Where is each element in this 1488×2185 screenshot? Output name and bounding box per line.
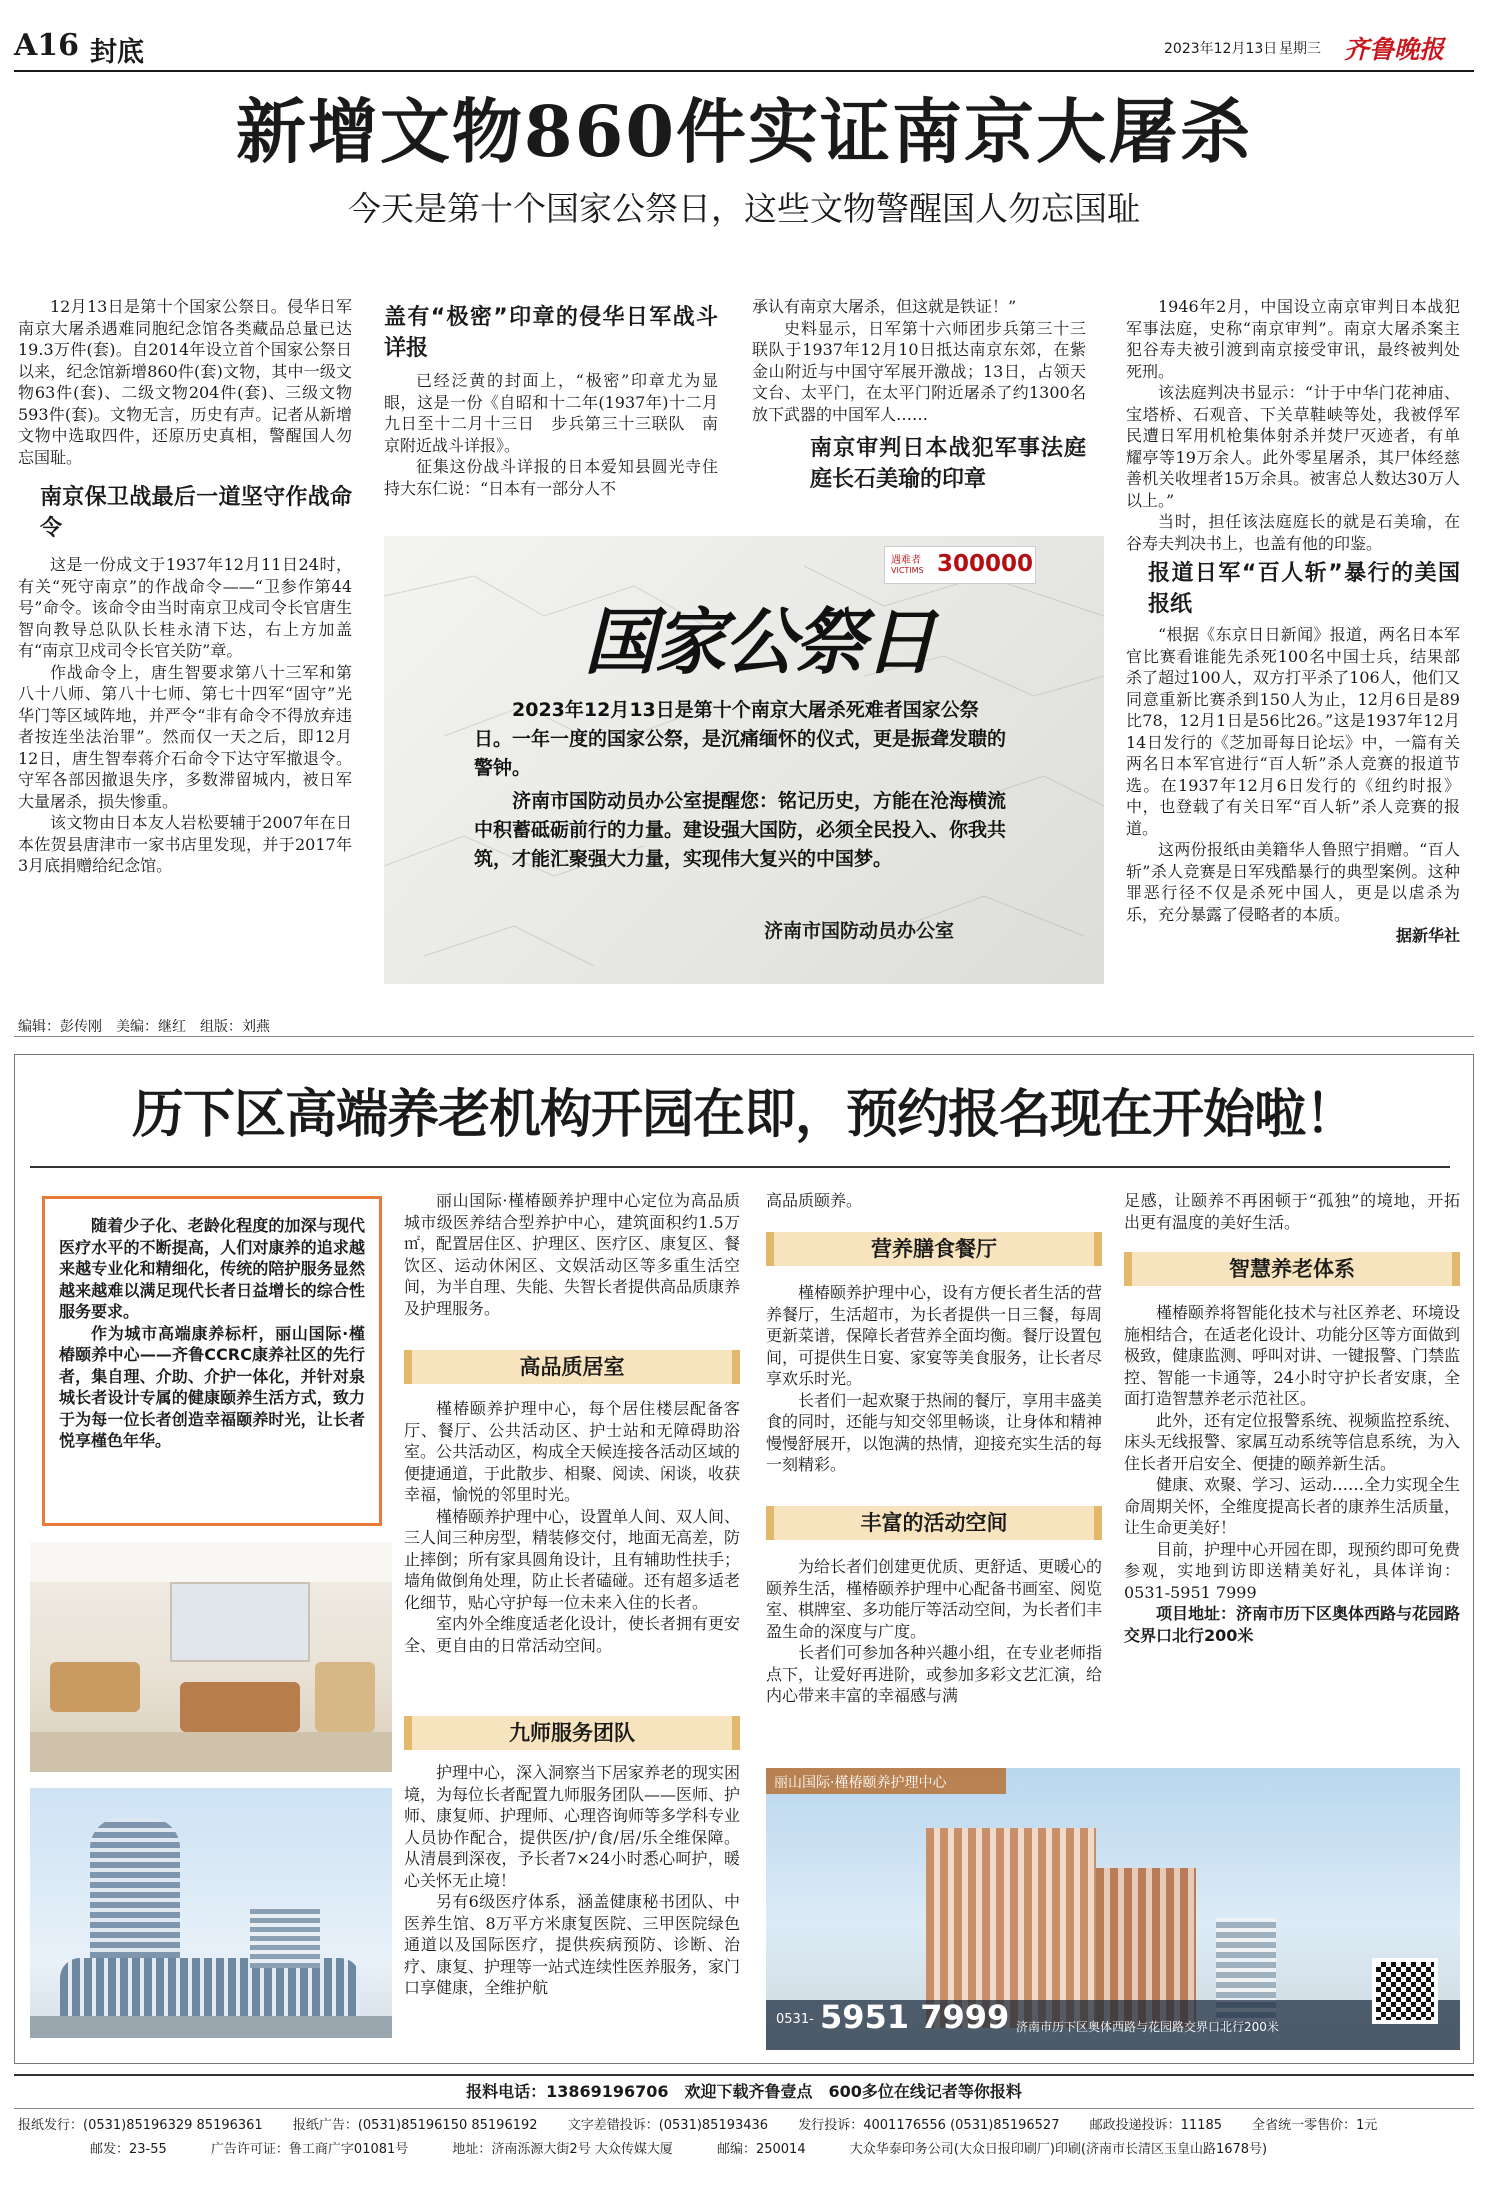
section-name: 封底 [90, 37, 144, 68]
subhead-battle-order: 南京保卫战最后一道坚守作战命令 [40, 485, 352, 541]
ad-col4-b [1124, 1302, 1460, 1646]
divider [14, 2074, 1474, 2076]
paragraph: 高品质颐养。 [766, 1191, 863, 1210]
render-phone-prefix: 0531- [776, 2012, 814, 2027]
footer-item: 大众华泰印务公司(大众日报印刷厂)印刷(济南市长清区玉皇山路1678号) [849, 2142, 1268, 2157]
issue-weekday: 星期三 [1279, 41, 1321, 57]
footer-item: 邮编：250014 [716, 2142, 806, 2157]
ad-title: 历下区高端养老机构开园在即，预约报名现在开始啦！ [131, 1084, 1356, 1145]
paragraph: 作战命令上，唐生智要求第八十三军和第八十八师、第八十七师、第七十四军“固守”光华门等区域阵地，并严令“非有命令不得放弃违者按连坐法治罪”。然而仅一天之后，即12月12日，唐生智奉蒋介石命令下达守军撤退令。守军各部因撤退失序，多数滞留城内，被日军大量屠杀，损失惨重。 [18, 662, 352, 811]
section-header-service-team: 九师服务团队 [404, 1716, 740, 1750]
section-header-activity: 丰富的活动空间 [766, 1506, 1102, 1540]
divider [14, 2108, 1474, 2109]
ad-col2 [404, 1190, 740, 1319]
poster-paragraph: 济南市国防动员办公室提醒您：铭记历史，方能在沧海横流中积蓄砥砺前行的力量。建设强大国防，必须全民投入、你我共筑，才能汇聚强大力量，实现伟大复兴的中国梦。 [474, 790, 1007, 870]
paragraph: 足感，让颐养不再困顿于“孤独”的境地，开拓出更有温度的美好生活。 [1124, 1191, 1460, 1232]
paragraph: 丽山国际·槿椿颐养护理中心定位为高品质城市级医养结合型养护中心，建筑面积约1.5万㎡，配置居住区、护理区、医疗区、康复区、餐饮区、运动休闲区、文娱活动区等多重生活空间，为半自理、失能、失智长者提供高品质康养及护理服务。 [404, 1191, 741, 1318]
footer-hotline: 报料电话：13869196706 欢迎下载齐鲁壹点 600多位在线记者等你报料 [466, 2082, 1022, 2101]
footer-item: 广告许可证：鲁工商广字01081号 [210, 2142, 409, 2157]
footer-item: 文字差错投诉：(0531)85193436 [567, 2118, 769, 2133]
paragraph: 长者们一起欢聚于热闹的餐厅，享用丰盛美食的同时，还能与知交邻里畅谈，让身体和精神慢慢舒展开，以饱满的热情，迎接充实生活的每一刻精彩。 [766, 1390, 1103, 1474]
paragraph: 这是一份成文于1937年12月11日24时，有关“死守南京”的作战命令——“卫参作第44号”命令。该命令由当时南京卫戍司令长官唐生智向教导总队队长桂永清下达，右上方加盖有“南京卫戍司令长官关防”章。 [18, 555, 352, 660]
paragraph: 已经泛黄的封面上，“极密”印章尤为显眼，这是一份《自昭和十二年(1937年)十二月九日至十二月十三日 步兵第三十三联队 南京附近战斗详报》。 [384, 371, 718, 455]
paragraph: 槿椿颐养护理中心，每个居住楼层配备客厅、餐厅、公共活动区、护士站和无障碍助浴室。公共活动区，构成全天候连接各活动区域的便捷通道，于此散步、相聚、阅读、闲谈，收获幸福，愉悦的邻里时光。 [404, 1399, 741, 1504]
project-render-banner [766, 1768, 1460, 2050]
paragraph: “根据《东京日日新闻》报道，两名日本军官比赛看谁能先杀死100名中国士兵，结果部杀了超过100人，双方打平杀了106人，他们又同意重新比赛杀到150人为止，12月6日是89比78，12月1日是56比26。”这是1937年12月14日发行的《芝加哥每日论坛》中，一篇有关两名日本军官进行“百人斩”杀人竞赛的报道节选。在1937年12月6日发行的《纽约时报》中，也登载了有关日军“百人斩”杀人竞赛的报道。 [1126, 625, 1460, 838]
poster-paragraph: 2023年12月13日是第十个南京大屠杀死难者国家公祭日。一年一度的国家公祭，是沉痛缅怀的仪式，更是振聋发聩的警钟。 [474, 699, 1007, 779]
paragraph: 这两份报纸由美籍华人鲁照宁捐赠。“百人斩”杀人竞赛是日军残酷暴行的典型案例。这种罪恶行径不仅是杀死中国人，更是以虐杀为乐，充分暴露了侵略者的本质。 [1126, 840, 1460, 924]
editor-credits: 编辑：彭传刚 美编：继红 组版：刘燕 [18, 1019, 270, 1035]
ad-col2-c [404, 1762, 740, 1999]
footer-row-2 [90, 2140, 1474, 2160]
ad-col3 [766, 1190, 1102, 1212]
footer-item: 邮政投递投诉：11185 [1089, 2118, 1222, 2133]
article-col2 [384, 302, 718, 499]
paragraph: 承认有南京大屠杀，但这就是铁证！” [752, 297, 1017, 316]
building-render-image [30, 1788, 392, 2038]
divider [30, 1166, 1450, 1168]
badge-number: 300000 [937, 551, 1034, 577]
paragraph: 另有6级医疗体系，涵盖健康秘书团队、中医养生馆、8万平方米康复医院、三甲医院绿色通道以及国际医疗，提供疾病预防、诊断、治疗、康复、护理等一站式连续性医养服务，家门口享健康，全维护航 [404, 1892, 741, 1997]
divider [14, 1036, 1474, 1037]
subhead-secret-report: 盖有“极密”印章的侵华日军战斗详报 [384, 305, 718, 361]
render-tag: 丽山国际·槿椿颐养护理中心 [774, 1775, 947, 1791]
paragraph: 长者们可参加各种兴趣小组，在专业老师指点下，让爱好再进阶，或参加多彩文艺汇演，给内心带来丰富的幸福感与满 [766, 1643, 1103, 1705]
paragraph: 槿椿颐养护理中心，设有方便长者生活的营养餐厅，生活超市，为长者提供一日三餐，每周更新菜谱，保障长者营养全面均衡。餐厅设置包间，可提供生日宴、家宴等美食服务，让长者尽享欢乐时光。 [766, 1283, 1103, 1388]
masthead [14, 28, 1474, 68]
paragraph: 该法庭判决书显示：“计于中华门花神庙、宝塔桥、石观音、下关草鞋峡等处，我被俘军民遭日军用机枪集体射杀并焚尸灭迹者，有单耀亭等19万余人。此外零星屠杀，其尸体经慈善机关收埋者15万余具。被害总人数达30万人以上。” [1126, 383, 1460, 510]
footer-row-1 [18, 2116, 1474, 2136]
paragraph: 征集这份战斗详报的日本爱知县圆光寺住持大东仁说：“日本有一部分人不 [384, 457, 718, 498]
masthead-rule [14, 70, 1474, 72]
ad-col3-b [766, 1282, 1102, 1476]
paragraph: 该文物由日本友人岩松要辅于2007年在日本佐贺县唐津市一家书店里发现，并于2017年3月底捐赠给纪念馆。 [18, 813, 352, 875]
section-header-quality-rooms: 高品质居室 [404, 1350, 740, 1384]
section-header-dining: 营养膳食餐厅 [766, 1232, 1102, 1266]
paragraph: 史料显示，日军第十六师团步兵第三十三联队于1937年12月10日抵达南京东郊，在紫金山附近与中国守军展开激战；13日，占领天文台、太平门，在太平门附近屠杀了约1300名放下武器的中国军人…… [752, 318, 1086, 424]
paragraph: 室内外全维度适老化设计，使长者拥有更安全、更自由的日常活动空间。 [404, 1614, 741, 1655]
footer-item: 报纸发行：(0531)85196329 85196361 [18, 2118, 263, 2133]
paragraph: 健康、欢聚、学习、运动……全力实现全生命周期关怀，全维度提高长者的康养生活质量，让生命更美好！ [1124, 1475, 1461, 1537]
ad-col3-c [766, 1556, 1102, 1707]
paper-logo: 齐鲁晚报 [1344, 35, 1445, 64]
paragraph: 目前，护理中心开园在即，现预约即可免费参观，实地到访即送精美好礼，具体详询：0531-5951 7999 [1124, 1539, 1461, 1602]
footer-item: 发行投诉：4001176556 (0531)85196527 [798, 2118, 1060, 2133]
paragraph: 护理中心，深入洞察当下居家养老的现实困境，为每位长者配置九师服务团队——医师、护师、康复师、护理师、心理咨询师等多学科专业人员协作配合，提供医/护/食/居/乐全维保障。从清晨到深夜，予长者7×24小时悉心呵护，暖心关怀无止境！ [404, 1763, 741, 1890]
poster-signature: 济南市国防动员办公室 [764, 920, 955, 942]
calligraphy-title: 国家公祭日 [584, 599, 935, 684]
subhead-us-newspaper: 报道日军“百人斩”暴行的美国报纸 [1148, 561, 1460, 617]
footer-item: 地址：济南泺源大街2号 大众传媒大厦 [452, 2142, 673, 2157]
interior-lounge-image [30, 1542, 392, 1772]
paragraph: 此外，还有定位报警系统、视频监控系统、床头无线报警、家属互动系统等信息系统，为入住长者开启安全、便捷的颐养新生活。 [1124, 1410, 1461, 1473]
paragraph: 槿椿颐养将智能化技术与社区养老、环境设施相结合，在适老化设计、功能分区等方面做到极致，健康监测、呼叫对讲、一键报警、门禁监控、智能一卡通等，24小时守护长者安康，全面打造智慧养老示范社区。 [1124, 1303, 1461, 1408]
article-col1 [18, 296, 352, 877]
article-col3 [752, 296, 1086, 495]
memorial-poster [384, 536, 1104, 984]
victims-badge [884, 546, 1036, 584]
paragraph: 随着少子化、老龄化程度的加深与现代医疗水平的不断提高，人们对康养的追求越来越专业化和精细化，传统的陪护服务显然越来越难以满足现代长者日益增长的综合性服务要求。 [59, 1216, 365, 1321]
paragraph: 为给长者们创建更优质、更舒适、更暖心的颐养生活，槿椿颐养护理中心配备书画室、阅览室、棋牌室、多功能厅等活动空间，为长者们丰盈生命的深度与广度。 [766, 1557, 1103, 1641]
paragraph: 当时，担任该法庭庭长的就是石美瑜，在谷寿夫判决书上，也盖有他的印鉴。 [1126, 512, 1460, 553]
lead-paragraph: 12月13日是第十个国家公祭日。侵华日军南京大屠杀遇难同胞纪念馆各类藏品总量已达19.3万件(套)。自2014年设立首个国家公祭日以来，纪念馆新增860件(套)文物，其中一级文物63件(套)、二级文物204件(套)、三级文物593件(套)。文物无言，历史有声。记者从新增文物中选取四件，还原历史真相，警醒国人勿忘国耻。 [18, 297, 352, 467]
poster-text [474, 696, 1014, 874]
ad-intro-text [59, 1215, 365, 1452]
render-phone: 5951 7999 [820, 1998, 1010, 2036]
section-header-smart: 智慧养老体系 [1124, 1252, 1460, 1286]
ad-intro-box [42, 1196, 382, 1526]
footer-item: 报纸广告：(0531)85196150 85196192 [292, 2118, 538, 2133]
issue-date: 2023年12月13日 [1164, 41, 1278, 57]
article-source: 据新华社 [1395, 926, 1460, 945]
ad-col4 [1124, 1190, 1460, 1233]
render-address: 济南市历下区奥体西路与花园路交界口北行200米 [1016, 2020, 1279, 2034]
headline: 新增文物860件实证南京大屠杀 [235, 90, 1253, 173]
qr-code[interactable] [1372, 1958, 1438, 2024]
project-address: 项目地址：济南市历下区奥体西路与花园路交界口北行200米 [1124, 1604, 1461, 1645]
subheadline: 今天是第十个国家公祭日，这些文物警醒国人勿忘国耻 [348, 189, 1140, 228]
paragraph: 槿椿颐养护理中心，设置单人间、双人间、三人间三种房型，精装修交付，地面无高差，防止摔倒；所有家具圆角设计，且有辅助性扶手；墙角做倒角处理，防止长者磕碰。还有超多适老化细节，贴心守护每一位未来入住的长者。 [404, 1506, 741, 1612]
article-col4 [1126, 296, 1460, 947]
ad-col2-b [404, 1398, 740, 1656]
paragraph: 作为城市高端康养标杆，丽山国际·槿椿颐养中心——齐鲁CCRC康养社区的先行者，集自理、介助、介护一体化，并针对泉城长者设计专属的健康颐养生活方式，致力于为每一位长者创造幸福颐养时光，让长者悦享槿色年华。 [59, 1323, 365, 1450]
footer-item: 全省统一零售价：1元 [1252, 2118, 1378, 2133]
badge-label: 遇难者 [891, 555, 921, 566]
page-number: A16 [14, 28, 80, 63]
footer-item: 邮发：23-55 [90, 2142, 167, 2157]
paragraph: 1946年2月，中国设立南京审判日本战犯军事法庭，史称“南京审判”。南京大屠杀案主犯谷寿夫被引渡到南京接受审讯，最终被判处死刑。 [1126, 297, 1460, 381]
badge-label-en: VICTIMS [891, 566, 924, 575]
subhead-judge-seal: 南京审判日本战犯军事法庭庭长石美瑜的印章 [810, 436, 1086, 492]
